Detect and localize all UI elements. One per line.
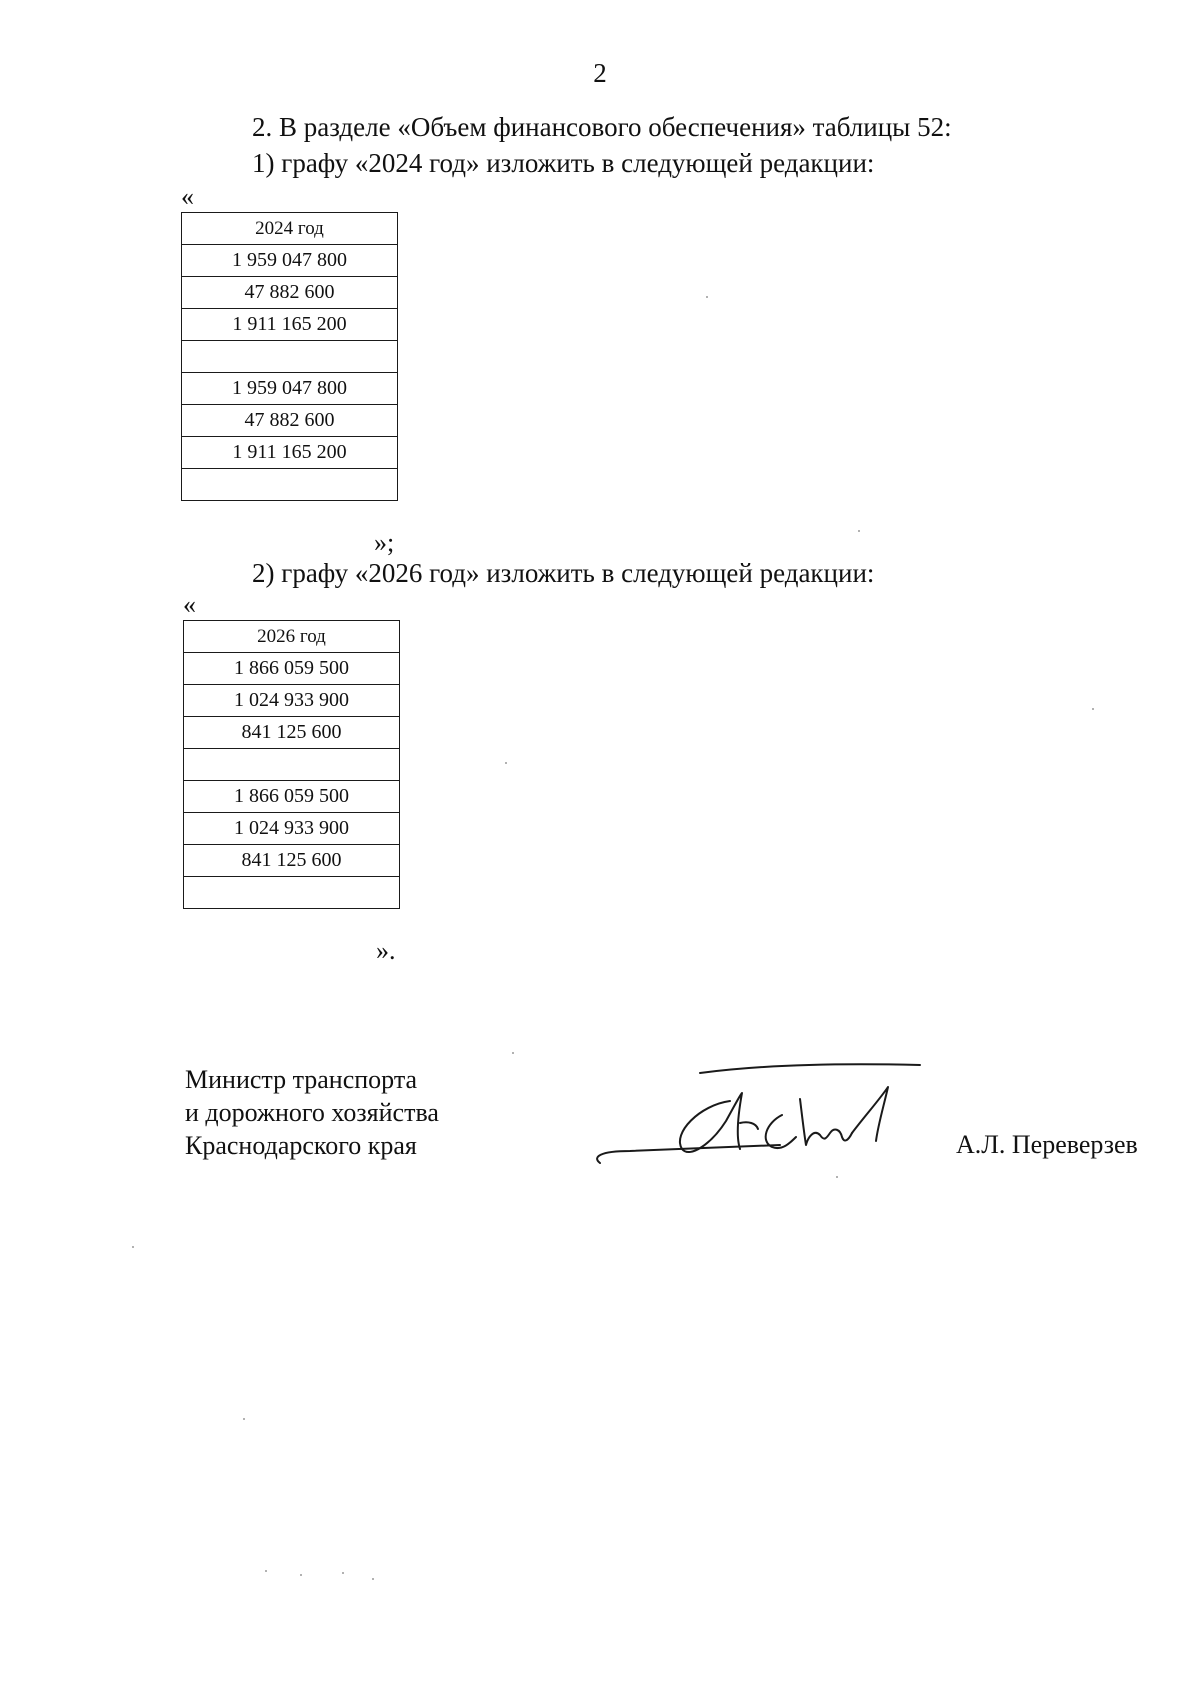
table-2024 xyxy=(181,212,398,501)
table-2026-cell xyxy=(184,749,400,781)
scan-speck xyxy=(243,1418,245,1420)
scan-speck xyxy=(300,1574,302,1576)
scan-speck xyxy=(706,296,708,298)
table-2024-cell: 1 911 165 200 xyxy=(182,437,398,469)
scan-speck xyxy=(265,1570,267,1572)
table-2024-cell: 47 882 600 xyxy=(182,277,398,309)
scan-speck xyxy=(342,1572,344,1574)
table-2024-cell: 1 959 047 800 xyxy=(182,373,398,405)
table-2026-cell: 1 866 059 500 xyxy=(184,653,400,685)
scan-speck xyxy=(512,1052,514,1054)
table-2026-cell xyxy=(184,877,400,909)
position-line: Краснодарского края xyxy=(185,1131,417,1160)
scan-speck xyxy=(1092,708,1094,710)
table-2026-cell: 1 024 933 900 xyxy=(184,685,400,717)
scan-speck xyxy=(836,1176,838,1178)
table-2026-cell: 1 866 059 500 xyxy=(184,781,400,813)
open-quote-2026: « xyxy=(183,590,196,619)
table-2026-cell: 841 125 600 xyxy=(184,845,400,877)
instruction-2024: 1) графу «2024 год» изложить в следующей редакции: xyxy=(252,148,875,178)
scan-speck xyxy=(505,762,507,764)
scan-speck xyxy=(858,530,860,532)
position-line: и дорожного хозяйства xyxy=(185,1098,439,1127)
close-quote-2024: »; xyxy=(374,528,395,557)
table-2024-cell: 47 882 600 xyxy=(182,405,398,437)
instruction-2026: 2) графу «2026 год» изложить в следующей редакции: xyxy=(252,558,875,588)
position-line: Министр транспорта xyxy=(185,1065,418,1094)
scan-speck xyxy=(372,1578,374,1580)
table-2026-cell: 841 125 600 xyxy=(184,717,400,749)
table-2026-header: 2026 год xyxy=(184,621,400,653)
table-2026-cell: 1 024 933 900 xyxy=(184,813,400,845)
table-2024-cell: 1 959 047 800 xyxy=(182,245,398,277)
table-2024-header: 2024 год xyxy=(182,213,398,245)
open-quote-2024: « xyxy=(181,182,194,211)
page-number: 2 xyxy=(593,58,607,88)
close-quote-2026: ». xyxy=(376,936,396,965)
handwritten-signature xyxy=(590,1045,950,1175)
table-2026 xyxy=(183,620,400,909)
table-2024-cell xyxy=(182,469,398,501)
table-2024-cell xyxy=(182,341,398,373)
signatory-position xyxy=(185,1063,439,1162)
scan-speck xyxy=(132,1246,134,1248)
table-2024-cell: 1 911 165 200 xyxy=(182,309,398,341)
signatory-name: А.Л. Переверзев xyxy=(956,1130,1138,1159)
section-heading: 2. В разделе «Объем финансового обеспечения» таблицы 52: xyxy=(252,112,952,142)
